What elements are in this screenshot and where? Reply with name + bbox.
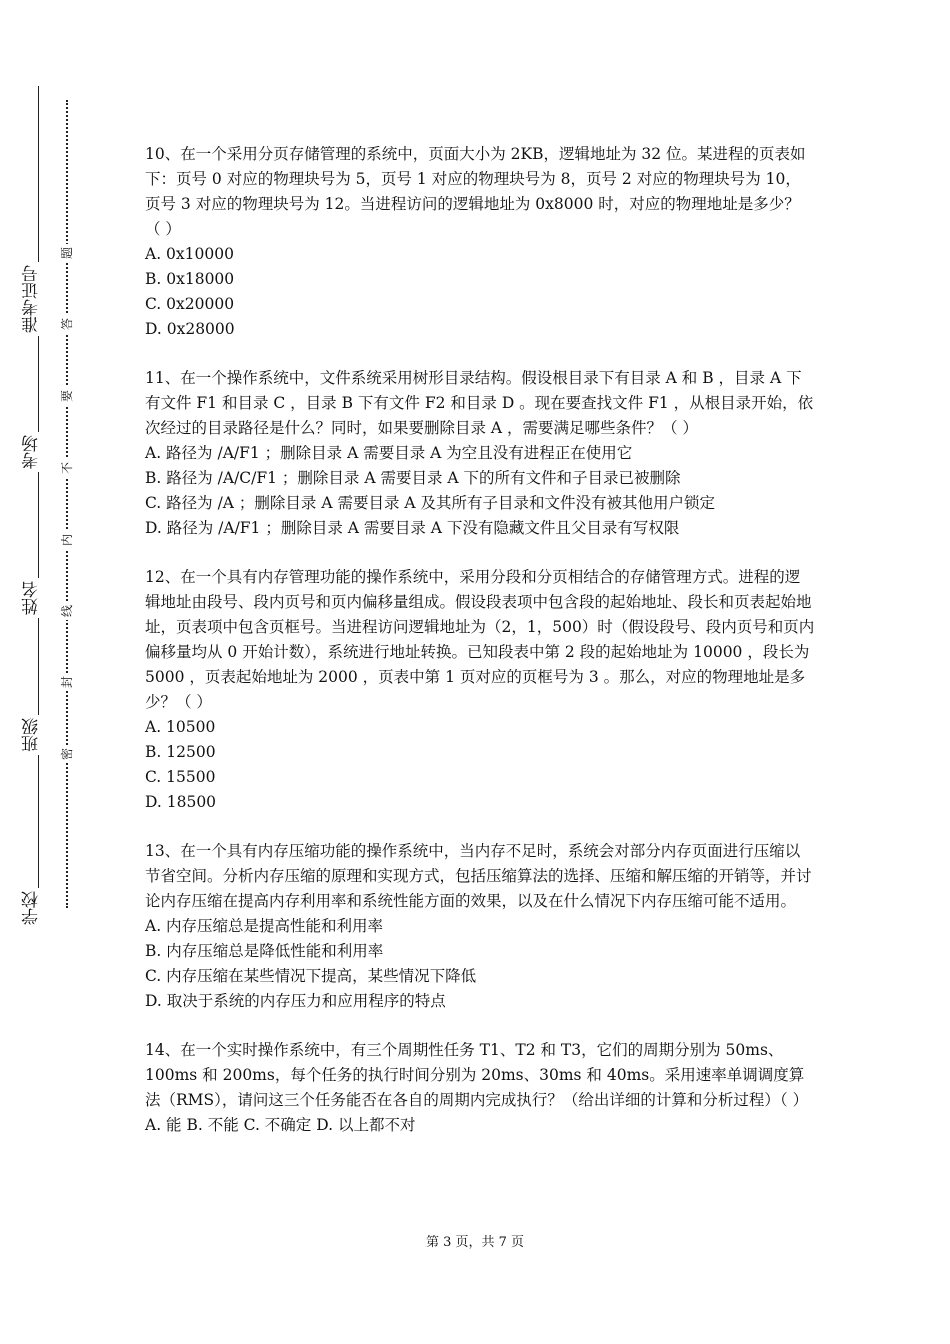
option-b: B. 内存压缩总是降低性能和利用率 <box>145 942 384 960</box>
option-a: A. 内存压缩总是提高性能和利用率 <box>145 917 384 935</box>
seal-char: 答 <box>59 315 75 333</box>
seal-char: 题 <box>59 244 75 262</box>
option-line: A. 能 B. 不能 C. 不确定 D. 以上都不对 <box>145 1116 416 1134</box>
option-d: D. 路径为 /A/F1 ；删除目录 A 需要目录 A 下没有隐藏文件且父目录有写权限 <box>145 519 680 537</box>
option-c: C. 路径为 /A ；删除目录 A 需要目录 A 及其所有子目录和文件没有被其他用户锁定 <box>145 494 716 512</box>
seal-char: 线 <box>59 602 75 620</box>
seal-dotted-line <box>66 100 68 908</box>
question-13 <box>145 839 815 1014</box>
page-footer: 第 3 页，共 7 页 <box>425 1235 525 1250</box>
seal-char: 封 <box>59 673 75 691</box>
question-11 <box>145 366 815 541</box>
question-text: 10、在一个采用分页存储管理的系统中，页面大小为 2KB，逻辑地址为 32 位。某进程的页表如下：页号 0 对应的物理块号为 5，页号 1 对应的物理块号为 8，页号 2 对应的物理块号为 10，页号 3 对应的物理块号为 12。当进程访问的逻辑地址为 0x8000 时，对应的物理地址是多少？（ ） <box>145 145 806 238</box>
seal-char: 不 <box>59 459 75 477</box>
field-class-label: 班级 <box>24 715 52 755</box>
question-list <box>145 142 815 1162</box>
question-14 <box>145 1038 815 1138</box>
binding-margin <box>0 0 100 1344</box>
option-c: C. 内存压缩在某些情况下提高，某些情况下降低 <box>145 967 477 985</box>
field-school-label: 学校 <box>24 888 52 928</box>
question-text: 12、在一个具有内存管理功能的操作系统中，采用分段和分页相结合的存储管理方式。进程的逻辑地址由段号、段内页号和页内偏移量组成。假设段表项中包含段的起始地址、段长和页表起始地址，页表项中包含页框号。当进程访问逻辑地址为（2，1，500）时（假设段号、段内页号和页内偏移量均从 0 开始计数），系统进行地址转换。已知段表中第 2 段的起始地址为 10000 ，段长为 5000 ，页表起始地址为 2000 ，页表中第 1 页对应的页框号为 3 。那么，对应的物理地址是多少？（ ） <box>145 568 815 711</box>
binding-outer-line <box>38 86 39 926</box>
option-d: D. 18500 <box>145 793 217 811</box>
field-exam-number-label: 准考证号 <box>24 262 52 336</box>
question-text: 11、在一个操作系统中，文件系统采用树形目录结构。假设根目录下有目录 A 和 B ，目录 A 下有文件 F1 和目录 C ，目录 B 下有文件 F2 和目录 D 。现在要查找文件 F1 ，从根目录开始，依次经过的目录路径是什么？同时，如果要删除目录 A ，需要满足哪些条件？（ ） <box>145 369 814 437</box>
option-a: A. 0x10000 <box>145 245 234 263</box>
option-d: D. 0x28000 <box>145 320 235 338</box>
option-b: B. 0x18000 <box>145 270 235 288</box>
seal-char: 内 <box>59 531 75 549</box>
seal-char: 密 <box>59 745 75 763</box>
option-a: A. 路径为 /A/F1 ；删除目录 A 需要目录 A 为空且没有进程正在使用它 <box>145 444 633 462</box>
field-name-label: 姓名 <box>24 578 52 618</box>
question-text: 13、在一个具有内存压缩功能的操作系统中，当内存不足时，系统会对部分内存页面进行压缩以节省空间。分析内存压缩的原理和实现方式，包括压缩算法的选择、压缩和解压缩的开销等，并讨论内存压缩在提高内存利用率和系统性能方面的效果，以及在什么情况下内存压缩可能不适用。 <box>145 842 812 910</box>
option-c: C. 15500 <box>145 768 216 786</box>
option-d: D. 取决于系统的内存压力和应用程序的特点 <box>145 992 446 1010</box>
option-c: C. 0x20000 <box>145 295 235 313</box>
question-12 <box>145 565 815 815</box>
field-exam-room-label: 考场 <box>24 432 52 472</box>
question-text: 14、在一个实时操作系统中，有三个周期性任务 T1、T2 和 T3，它们的周期分别为 50ms、100ms 和 200ms，每个任务的执行时间分别为 20ms、30ms 和 40ms。采用速率单调调度算法（RMS），请问这三个任务能否在各自的周期内完成执行？（给出详细的计算和分析过程）（ ） <box>145 1041 809 1109</box>
seal-char: 要 <box>59 387 75 405</box>
question-10 <box>145 142 815 342</box>
option-a: A. 10500 <box>145 718 216 736</box>
option-b: B. 路径为 /A/C/F1 ；删除目录 A 需要目录 A 下的所有文件和子目录已被删除 <box>145 469 681 487</box>
option-b: B. 12500 <box>145 743 216 761</box>
